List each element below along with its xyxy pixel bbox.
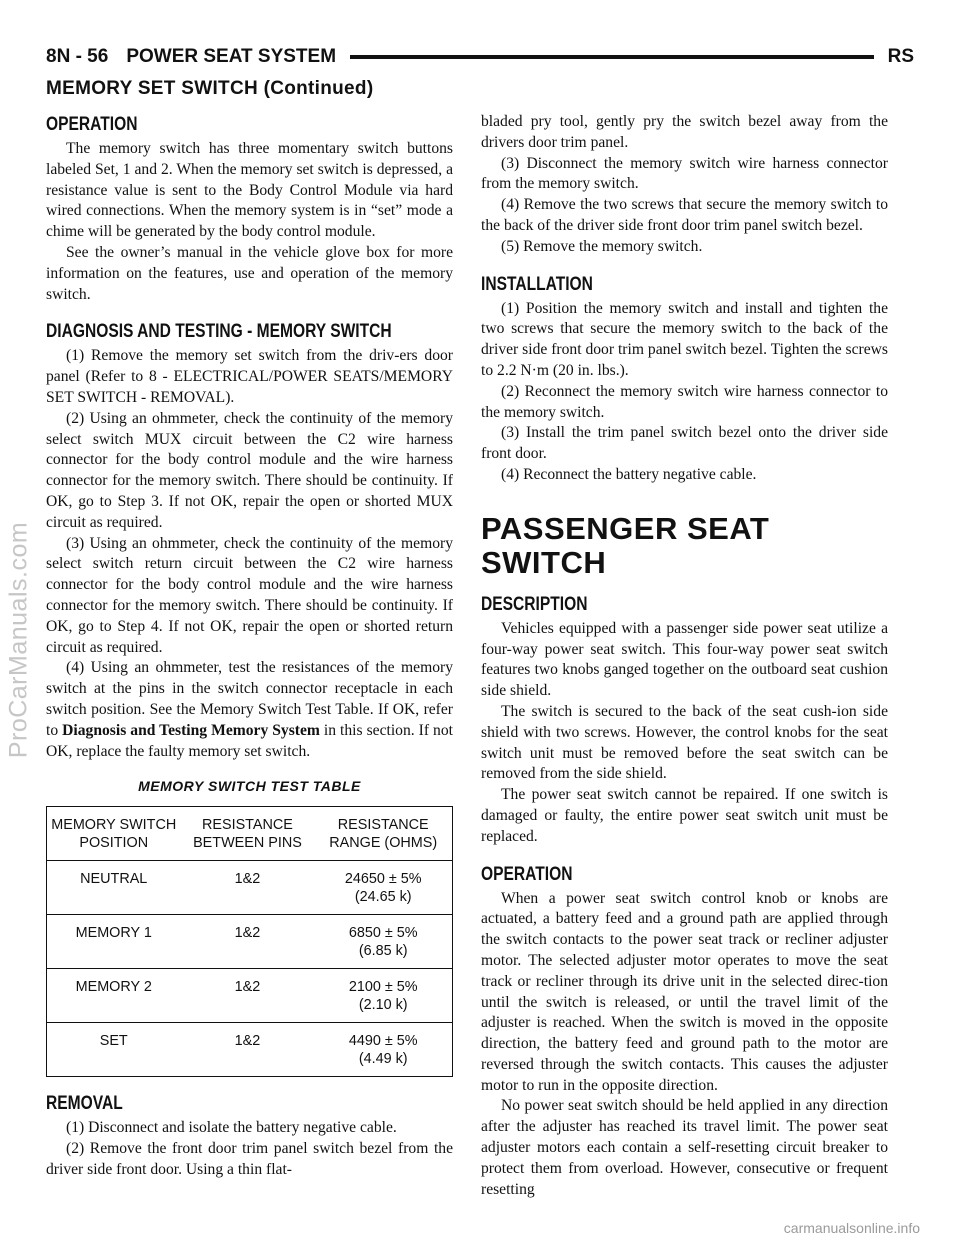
table-cell: 4490 ± 5% (4.49 k): [314, 1023, 452, 1077]
paragraph: (2) Remove the front door trim panel switch bezel from the driver side front door. Using a thin flat-: [46, 1139, 453, 1178]
paragraph: Vehicles equipped with a passenger side power seat utilize a four-way power seat switch. This four-way power seat switch features two knobs ganged together on the outboard seat cushion side shield.: [481, 619, 888, 700]
table-cell: MEMORY 1: [47, 915, 181, 969]
paragraph: (1) Remove the memory set switch from the driv-ers door panel (Refer to 8 - ELECTRICAL/POWER SEATS/MEMORY SET SWITCH - REMOVAL).: [46, 347, 453, 406]
paragraph: See the owner’s manual in the vehicle glove box for more information on the features, use and operation of the memory switch.: [46, 243, 453, 303]
paragraph: (3) Disconnect the memory switch wire harness connector from the memory switch.: [481, 154, 888, 193]
manual-code: RS: [887, 46, 914, 67]
paragraph: (4) Remove the two screws that secure the memory switch to the back of the driver side front door trim panel switch bezel.: [481, 196, 888, 234]
paragraph: (3) Install the trim panel switch bezel onto the driver side front door.: [481, 424, 888, 463]
footer-watermark: carmanualsonline.info: [783, 1220, 920, 1236]
table-cell: 24650 ± 5% (24.65 k): [314, 861, 452, 915]
table-cell: 6850 ± 5% (6.85 k): [314, 915, 452, 969]
table-row: [47, 861, 453, 915]
header-rule: [350, 55, 874, 59]
paragraph: The power seat switch cannot be repaired. If one switch is damaged or faulty, the entire power seat switch unit must be replaced.: [481, 786, 888, 845]
table-cell: 1&2: [180, 861, 314, 915]
table-cell: 1&2: [180, 1023, 314, 1077]
memory-switch-test-table: [46, 806, 453, 1077]
operation-heading: OPERATION: [481, 863, 573, 885]
paragraph: The memory switch has three momentary switch buttons labeled Set, 1 and 2. When the memory set switch is depressed, a resistance value is sent to the Body Control Module via hard wired connections. When the memory system is in “set” mode a chime will be generated by the body control module.: [46, 140, 453, 241]
continued-title: MEMORY SET SWITCH (Continued): [46, 78, 374, 99]
paragraph: When a power seat switch control knob or knobs are actuated, a battery feed and a ground path are applied through the switch contacts to the power seat track or recliner adjuster motor. The selected adjuster motor operates to move the seat track or recliner through its drive unit in the selected direc-tion until the switch is released, or until the travel limit of the adjuster is reached. When the switch is moved in the opposite direction, the battery feed and ground path to the motor are reversed through the switch contacts. This causes the adjuster motor to run in the opposite direction.: [481, 889, 888, 1094]
removal-heading: REMOVAL: [46, 1093, 123, 1115]
table-row: [47, 969, 453, 1023]
table-cell: 2100 ± 5% (2.10 k): [314, 969, 452, 1023]
left-column: [46, 112, 453, 1181]
table-row: [47, 1023, 453, 1077]
paragraph: (4) Reconnect the battery negative cable.: [501, 465, 757, 483]
table-cell: NEUTRAL: [47, 861, 181, 915]
paragraph: (2) Reconnect the memory switch wire harness connector to the memory switch.: [481, 382, 888, 421]
table-header-cell: RESISTANCE RANGE (OHMS): [314, 807, 452, 861]
table-cell: 1&2: [180, 915, 314, 969]
installation-heading: INSTALLATION: [481, 273, 593, 295]
section-title: POWER SEAT SYSTEM: [126, 46, 337, 67]
paragraph: bladed pry tool, gently pry the switch bezel away from the drivers door trim panel.: [481, 113, 888, 151]
side-watermark: ProCarManuals.com: [4, 521, 33, 759]
table-header-cell: RESISTANCE BETWEEN PINS: [180, 807, 314, 861]
paragraph: The switch is secured to the back of the seat cush-ion side shield with two screws. However, the control knobs for the seat switch unit must be removed before the seat switch can be removed from the side shield.: [481, 702, 888, 783]
paragraph: No power seat switch should be held applied in any direction after the adjuster has reached its travel limit. The power seat adjuster motors each contain a self-resetting circuit breaker to protect them from overload. However, consecutive or frequent resetting: [481, 1097, 888, 1198]
table-header-cell: MEMORY SWITCH POSITION: [47, 807, 181, 861]
description-heading: DESCRIPTION: [481, 593, 588, 615]
page-header: [46, 44, 914, 70]
table-row: [47, 915, 453, 969]
paragraph: (2) Using an ohmmeter, check the continuity of the memory select switch MUX circuit between the C2 wire harness connector for the body control module and the wire harness connector for the memory switch. There should be continuity. If OK, go to Step 3. If not OK, repair the open or shorted MUX circuit as required.: [46, 409, 453, 531]
paragraph: (5) Remove the memory switch.: [501, 237, 703, 255]
passenger-seat-switch-heading: PASSENGER SEAT SWITCH: [481, 510, 770, 580]
paragraph: (1) Disconnect and isolate the battery negative cable.: [66, 1119, 397, 1137]
operation-heading: OPERATION: [46, 114, 138, 135]
paragraph: (1) Position the memory switch and install and tighten the two screws that secure the memory switch to the back of the driver side front door trim panel switch bezel. Tighten the screws to 2.2 N·m (20 in. lbs.).: [481, 299, 888, 379]
diagnosis-heading: DIAGNOSIS AND TESTING - MEMORY SWITCH: [46, 321, 392, 343]
table-title: MEMORY SWITCH TEST TABLE: [138, 778, 361, 795]
table-header-row: [47, 807, 453, 861]
table-cell: 1&2: [180, 969, 314, 1023]
table-cell: SET: [47, 1023, 181, 1077]
table-cell: MEMORY 2: [47, 969, 181, 1023]
paragraph: (3) Using an ohmmeter, check the continuity of the memory select switch return circuit between the C2 wire harness connector for the body control module and the wire harness connector for the memory switch. There should be continuity. If OK, go to Step 4. If not OK, repair the open or shorted return circuit as required.: [46, 534, 453, 656]
page-number: 8N - 56: [46, 46, 109, 67]
right-column: [481, 112, 888, 1200]
paragraph: (4) Using an ohmmeter, test the resistances of the memory switch at the pins in the switch connector receptacle in each switch position. See the Memory Switch Test Table. If OK, refer to Diagnosis and Testing Memory System in this section. If not OK, replace the faulty memory set switch.: [46, 659, 453, 760]
